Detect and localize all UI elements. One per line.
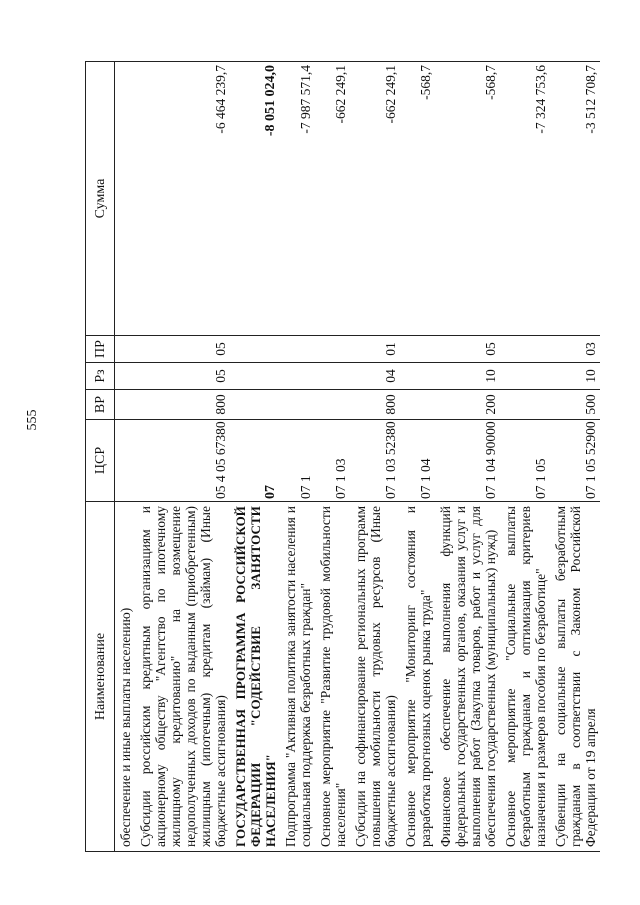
row-rz <box>280 363 315 390</box>
row-csr <box>115 420 136 502</box>
row-pr: 05 <box>435 336 500 363</box>
row-sum: -8 051 024,0 <box>230 62 280 336</box>
row-pr: 01 <box>350 336 400 363</box>
row-name: Субсидии российским кредитным организациям и акционерному обществу "Агентство по ипотечному жилищному кредитованию" на возмещение недополученных доходов по выданным (приобретенным) жилищным (ипотечным) кредитам (займам) (Иные бюджетные ассигнования) <box>135 502 230 852</box>
row-vr <box>280 390 315 420</box>
table-row <box>500 62 550 852</box>
row-pr <box>315 336 350 363</box>
row-rz: 04 <box>350 363 400 390</box>
row-pr <box>280 336 315 363</box>
row-name: обеспечение и иные выплаты населению) <box>115 502 136 852</box>
row-name: Финансовое обеспечение выполнения функций федеральных государственных органов, оказания услуг и выполнения работ (Закупка товаров, работ и услуг для обеспечения государственных (муниципальных) нужд) <box>435 502 500 852</box>
row-csr: 07 1 03 <box>315 420 350 502</box>
header-vr: ВР <box>86 390 115 420</box>
row-csr: 07 <box>230 420 280 502</box>
table-row <box>315 62 350 852</box>
row-vr: 800 <box>350 390 400 420</box>
table-header <box>86 62 115 852</box>
row-name: Субсидии на софинансирование региональных программ повышения мобильности трудовых ресурсов (Иные бюджетные ассигнования) <box>350 502 400 852</box>
page-number: 555 <box>25 409 40 431</box>
row-rz: 05 <box>135 363 230 390</box>
row-name: Субвенции на социальные выплаты безработным гражданам в соответствии с Законом Российской Федерации от 19 апреля <box>550 502 600 852</box>
row-name: ГОСУДАРСТВЕННАЯ ПРОГРАММА РОССИЙСКОЙ ФЕДЕРАЦИИ "СОДЕЙСТВИЕ ЗАНЯТОСТИ НАСЕЛЕНИЯ" <box>230 502 280 852</box>
row-rz <box>315 363 350 390</box>
row-rz <box>230 363 280 390</box>
row-sum: -568,7 <box>435 62 500 336</box>
header-rz: Рз <box>86 363 115 390</box>
row-vr <box>500 390 550 420</box>
row-vr <box>400 390 435 420</box>
table-row <box>435 62 500 852</box>
row-csr: 07 1 <box>280 420 315 502</box>
row-pr: 03 <box>550 336 600 363</box>
header-row <box>86 62 115 852</box>
row-name: Подпрограмма "Активная политика занятости населения и социальная поддержка безработных граждан" <box>280 502 315 852</box>
row-csr: 07 1 04 90000 <box>435 420 500 502</box>
row-rz <box>400 363 435 390</box>
row-sum: -3 512 708,7 <box>550 62 600 336</box>
table-row <box>280 62 315 852</box>
row-rz <box>500 363 550 390</box>
row-sum: -568,7 <box>400 62 435 336</box>
header-csr: ЦСР <box>86 420 115 502</box>
row-rz <box>115 363 136 390</box>
row-csr: 05 4 05 67380 <box>135 420 230 502</box>
row-csr: 07 1 04 <box>400 420 435 502</box>
table-row <box>135 62 230 852</box>
table-row <box>230 62 280 852</box>
row-pr: 05 <box>135 336 230 363</box>
row-vr <box>315 390 350 420</box>
row-sum: -662 249,1 <box>350 62 400 336</box>
row-name: Основное мероприятие "Мониторинг состояния и разработка прогнозных оценок рынка труда" <box>400 502 435 852</box>
row-csr: 07 1 05 <box>500 420 550 502</box>
budget-table <box>85 61 600 852</box>
row-sum: -662 249,1 <box>315 62 350 336</box>
row-vr: 800 <box>135 390 230 420</box>
row-name: Основное мероприятие "Социальные выплаты безработным гражданам и оптимизация критериев назначения и размеров пособия по безработице" <box>500 502 550 852</box>
row-vr <box>230 390 280 420</box>
table-body <box>115 62 601 852</box>
row-sum: -6 464 239,7 <box>135 62 230 336</box>
table-row <box>115 62 136 852</box>
table-row <box>550 62 600 852</box>
row-name: Основное мероприятие "Развитие трудовой мобильности населения" <box>315 502 350 852</box>
row-pr <box>115 336 136 363</box>
row-vr: 200 <box>435 390 500 420</box>
header-name: Наименование <box>86 502 115 852</box>
row-sum <box>115 62 136 336</box>
table-row <box>350 62 400 852</box>
row-vr: 500 <box>550 390 600 420</box>
header-pr: ПР <box>86 336 115 363</box>
row-csr: 07 1 03 52380 <box>350 420 400 502</box>
row-rz: 10 <box>550 363 600 390</box>
row-rz: 10 <box>435 363 500 390</box>
row-csr: 07 1 05 52900 <box>550 420 600 502</box>
row-sum: -7 987 571,4 <box>280 62 315 336</box>
rotated-document <box>85 62 625 852</box>
row-vr <box>115 390 136 420</box>
row-pr <box>400 336 435 363</box>
row-sum: -7 324 753,6 <box>500 62 550 336</box>
header-sum: Сумма <box>86 62 115 336</box>
table-row <box>400 62 435 852</box>
row-pr <box>500 336 550 363</box>
row-pr <box>230 336 280 363</box>
